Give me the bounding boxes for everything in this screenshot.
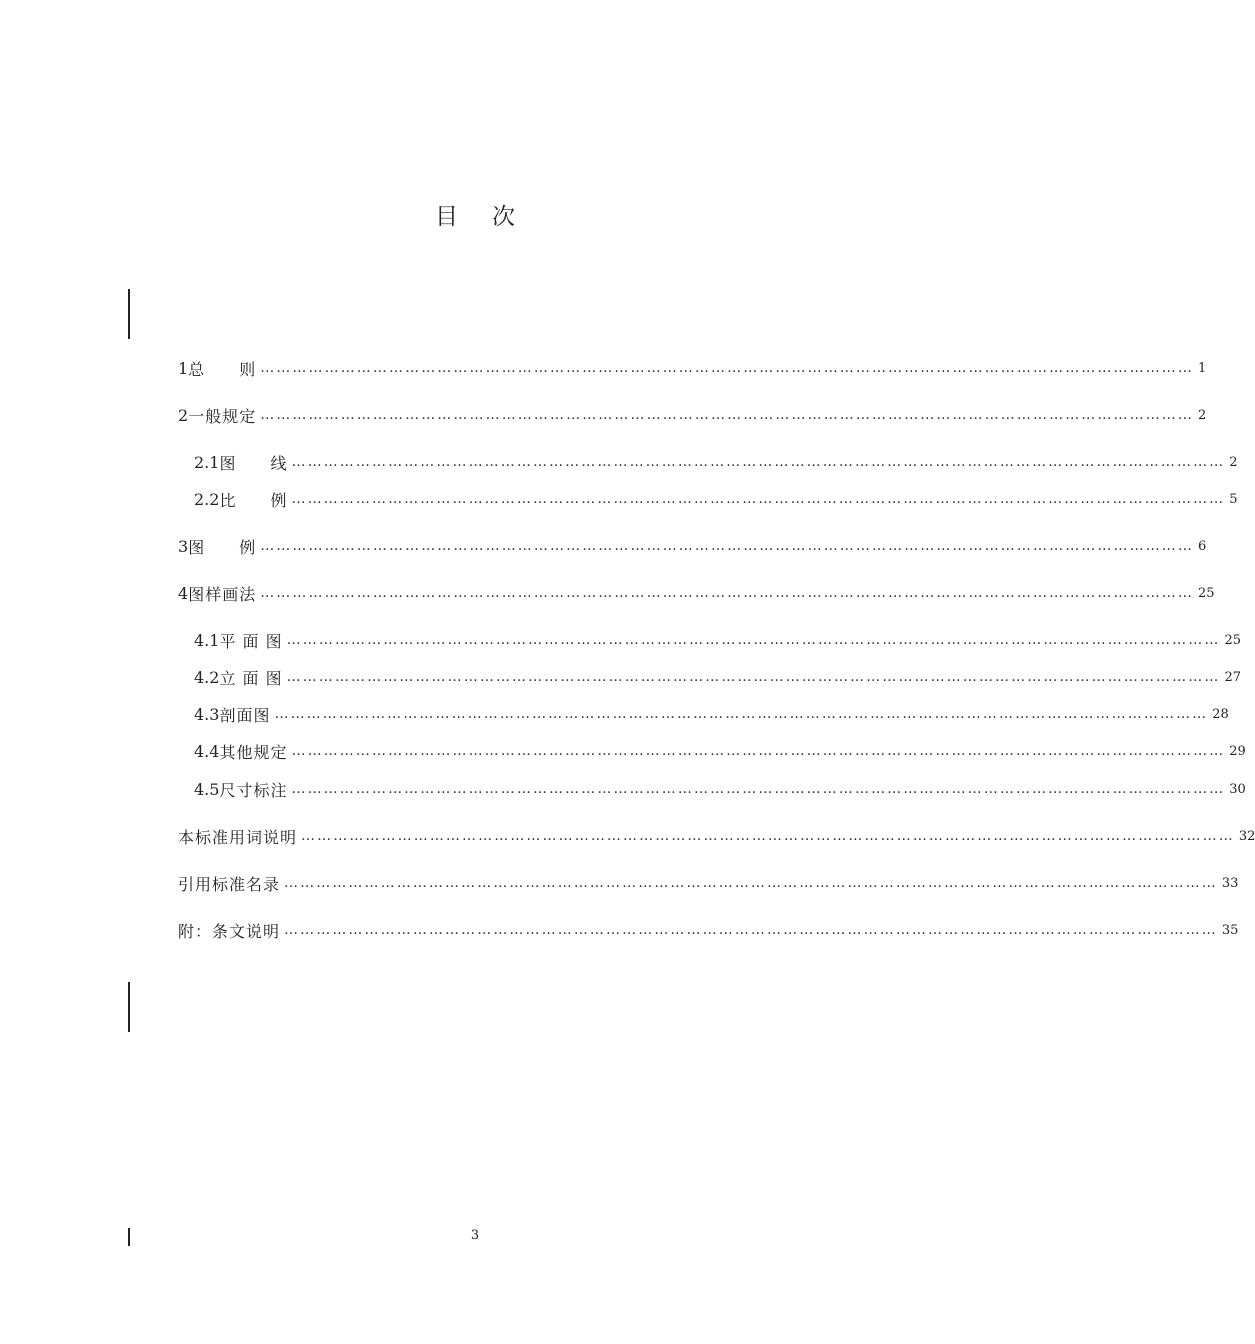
toc-entry-page: 2 — [1198, 407, 1207, 423]
toc-entry-title: 引用标准名录 — [178, 874, 281, 894]
toc-entry-title: 本标准用词说明 — [178, 827, 298, 847]
toc-entry-page: 35 — [1221, 922, 1239, 938]
toc-leader-dots: ………………………………………………………………………………………………………………………………………………………… — [291, 743, 1226, 759]
toc-entry-number: 1 — [178, 358, 189, 378]
toc-leader-dots: ………………………………………………………………………………………………………………………………………………………… — [291, 491, 1226, 507]
toc-entry[interactable] — [178, 356, 1207, 380]
toc-leader-dots: ………………………………………………………………………………………………………………………………………………………… — [301, 828, 1235, 844]
toc-entry[interactable] — [194, 702, 1229, 726]
toc-entry[interactable] — [194, 739, 1246, 763]
toc-entry[interactable] — [194, 487, 1238, 511]
toc-entry-page: 27 — [1224, 669, 1241, 685]
toc-entry[interactable] — [178, 581, 1215, 605]
toc-entry-page: 5 — [1229, 491, 1238, 507]
toc-entry-page: 25 — [1198, 585, 1215, 601]
toc-leader-dots: ………………………………………………………………………………………………………………………………………………………… — [260, 407, 1195, 423]
toc-entry-page: 25 — [1224, 632, 1241, 648]
toc-entry-title: 比 例 — [219, 490, 288, 510]
page-title-char-1: 目 — [435, 204, 458, 230]
toc-entry-number: 4.2 — [194, 667, 220, 687]
toc-entry-title: 尺寸标注 — [219, 780, 288, 800]
toc-leader-dots: ………………………………………………………………………………………………………………………………………………………… — [291, 781, 1226, 797]
toc-entry-page: 2 — [1229, 454, 1238, 470]
toc-entry-title: 一般规定 — [188, 406, 257, 426]
toc-entry[interactable] — [178, 918, 1239, 942]
toc-entry-page: 32 — [1238, 828, 1255, 844]
toc-leader-dots: ………………………………………………………………………………………………………………………………………………………… — [260, 360, 1195, 376]
toc-entry-title: 图 线 — [219, 453, 288, 473]
toc-entry-page: 1 — [1198, 360, 1207, 376]
toc-entry[interactable] — [194, 777, 1246, 801]
toc-leader-dots: ………………………………………………………………………………………………………………………………………………………… — [286, 669, 1221, 685]
toc-entry-title: 图 例 — [188, 537, 257, 557]
toc-entry-page: 30 — [1229, 781, 1246, 797]
toc-entry[interactable] — [194, 450, 1238, 474]
toc-entry-title: 其他规定 — [219, 742, 288, 762]
toc-leader-dots: ………………………………………………………………………………………………………………………………………………………… — [291, 454, 1226, 470]
toc-leader-dots: ………………………………………………………………………………………………………………………………………………………… — [286, 632, 1221, 648]
toc-entry-page: 6 — [1198, 538, 1207, 554]
toc-entry-number: 4 — [178, 583, 189, 603]
toc-entry[interactable] — [178, 534, 1207, 558]
toc-leader-dots: ………………………………………………………………………………………………………………………………………………………… — [260, 585, 1195, 601]
toc-entry-title: 剖面图 — [219, 705, 271, 725]
toc-entry-title: 图样画法 — [188, 584, 257, 604]
toc-entry-number: 4.5 — [194, 779, 220, 799]
toc-entry[interactable] — [178, 824, 1255, 848]
toc-entry-title: 立 面 图 — [219, 668, 283, 688]
toc-entry-number: 2 — [178, 405, 189, 425]
toc-entry-number: 3 — [178, 536, 189, 556]
toc-entry-number: 4.1 — [194, 630, 220, 650]
page-title-char-2: 次 — [492, 204, 515, 230]
toc-entry-title: 总 则 — [188, 359, 257, 379]
toc-leader-dots: ………………………………………………………………………………………………………………………………………………………… — [284, 875, 1218, 891]
toc-leader-dots: ………………………………………………………………………………………………………………………………………………………… — [284, 922, 1218, 938]
toc-entry-page: 28 — [1212, 706, 1229, 722]
toc-entry-number: 4.4 — [194, 741, 220, 761]
toc-entry[interactable] — [194, 665, 1241, 689]
toc-entry[interactable] — [194, 628, 1241, 652]
toc-entry-title: 附：条文说明 — [178, 921, 281, 941]
toc-entry-number: 4.3 — [194, 704, 220, 724]
toc-entry[interactable] — [178, 871, 1239, 895]
toc-entry-page: 29 — [1229, 743, 1246, 759]
toc-entry-number: 2.2 — [194, 489, 220, 509]
page-number: 3 — [470, 1228, 480, 1243]
toc-entry-page: 33 — [1221, 875, 1239, 891]
toc-leader-dots: ………………………………………………………………………………………………………………………………………………………… — [260, 538, 1195, 554]
toc-entry-title: 平 面 图 — [219, 631, 283, 651]
toc-entry[interactable] — [178, 403, 1207, 427]
toc-leader-dots: ………………………………………………………………………………………………………………………………………………………… — [274, 706, 1209, 722]
toc-entry-number: 2.1 — [194, 452, 220, 472]
